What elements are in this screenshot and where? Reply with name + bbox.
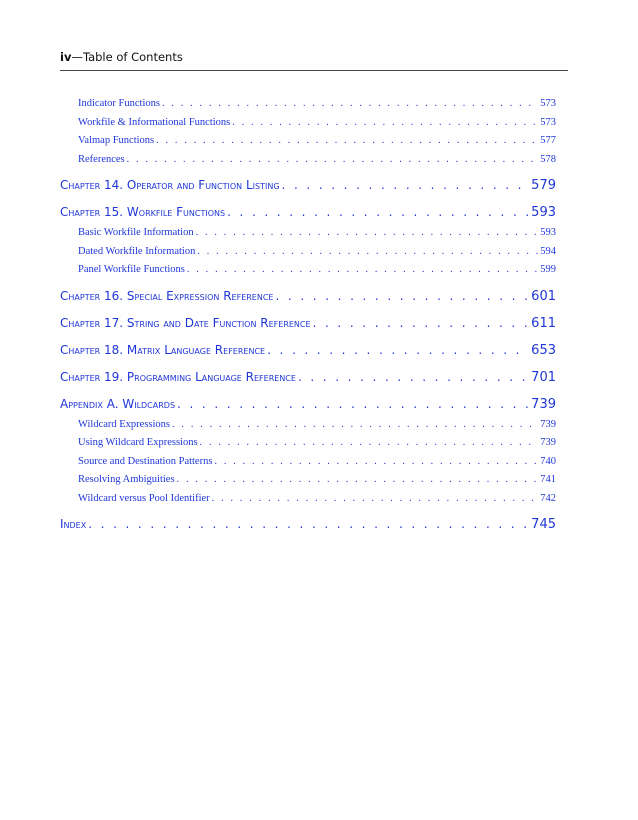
dot-leader [156, 135, 538, 146]
toc-entry-wildcard-versus-pool-identifier[interactable] [60, 493, 556, 512]
toc-chapter-label: Chapter 18. Matrix Language Reference [60, 342, 266, 357]
toc-chapter-page: 745 [531, 517, 556, 532]
toc-entry-source-and-destination-patterns[interactable] [60, 456, 556, 475]
toc-entry-dated-workfile-information[interactable] [60, 246, 556, 265]
dot-leader [88, 517, 529, 531]
toc-entry-label: Dated Workfile Information [78, 245, 196, 257]
dot-leader [267, 343, 529, 357]
toc-chapter-page: 611 [531, 315, 556, 331]
toc-entry-label: Wildcard Expressions [78, 418, 171, 430]
toc-chapter-label: Chapter 14. Operator and Function Listing [60, 178, 280, 192]
dot-leader [298, 370, 529, 384]
toc-entry-page: 739 [540, 437, 556, 448]
toc-entry-workfile-informational-functions[interactable] [60, 117, 556, 136]
toc-chapter-page: 601 [531, 288, 556, 304]
toc-entry-page: 578 [540, 153, 556, 165]
toc-entry-label: Using Wildcard Expressions [78, 437, 198, 448]
toc-chapter-page: 593 [531, 205, 556, 220]
toc-entry-valmap-functions[interactable] [60, 135, 556, 154]
dot-leader [200, 437, 539, 448]
toc-chapter-14[interactable] [60, 178, 556, 205]
toc-entry-indicator-functions[interactable] [60, 98, 556, 117]
dot-leader [172, 419, 538, 430]
toc-entry-label: Valmap Functions [78, 135, 155, 146]
toc-entry-page: 599 [540, 264, 556, 275]
dot-leader [196, 227, 539, 238]
header-separator: — [71, 50, 83, 64]
dot-leader [187, 264, 538, 275]
toc-entry-label: Source and Destination Patterns [78, 455, 213, 467]
toc-chapter-label: Chapter 16. Special Expression Reference [60, 288, 274, 303]
dot-leader [127, 154, 539, 165]
header-title: Table of Contents [82, 50, 183, 64]
toc-chapter-18[interactable] [60, 343, 556, 370]
dot-leader [162, 98, 538, 109]
dot-leader [232, 117, 538, 128]
toc-entry-resolving-ambiguities[interactable] [60, 474, 556, 493]
dot-leader [212, 493, 539, 504]
toc-entry-using-wildcard-expressions[interactable] [60, 437, 556, 456]
dot-leader [282, 178, 530, 192]
toc-entry-label: Wildcard versus Pool Identifier [78, 492, 210, 504]
toc-entry-page: 593 [540, 227, 556, 238]
dot-leader [177, 397, 529, 411]
toc-chapter-label: Appendix A. Wildcards [60, 396, 176, 411]
toc-chapter-label: Chapter 19. Programming Language Reference [60, 369, 296, 384]
toc-entry-basic-workfile-information[interactable] [60, 227, 556, 246]
dot-leader [214, 456, 538, 467]
toc-chapter-page: 579 [531, 178, 556, 193]
toc-entry-references[interactable] [60, 154, 556, 173]
toc-chapter-16[interactable] [60, 289, 556, 316]
toc-entry-label: Indicator Functions [78, 98, 160, 109]
dot-leader [276, 289, 530, 303]
table-of-contents [60, 98, 556, 544]
toc-entry-label: Resolving Ambiguities [78, 474, 175, 485]
toc-entry-wildcard-expressions[interactable] [60, 419, 556, 438]
toc-entry-page: 739 [540, 418, 556, 430]
dot-leader [227, 205, 529, 219]
toc-entry-page: 741 [540, 474, 556, 485]
dot-leader [197, 246, 538, 257]
toc-chapter-label: Chapter 15. Workfile Functions [60, 205, 226, 219]
toc-chapter-page: 739 [531, 396, 556, 412]
toc-chapter-17[interactable] [60, 316, 556, 343]
dot-leader [177, 474, 539, 485]
toc-entry-panel-workfile-functions[interactable] [60, 264, 556, 283]
toc-entry-label: Workfile & Informational Functions [78, 116, 231, 128]
toc-entry-page: 740 [540, 455, 556, 467]
toc-entry-page: 594 [540, 245, 556, 257]
toc-entry-label: Panel Workfile Functions [78, 264, 185, 275]
toc-chapter-label: Chapter 17. String and Date Function Reference [60, 315, 311, 330]
toc-entry-label: Basic Workfile Information [78, 227, 194, 238]
header-rule [60, 70, 568, 71]
toc-entry-page: 742 [540, 492, 556, 504]
dot-leader [313, 316, 530, 330]
toc-entry-page: 573 [540, 98, 556, 109]
toc-chapter-15[interactable] [60, 205, 556, 227]
toc-index[interactable] [60, 517, 556, 544]
toc-chapter-label: Index [60, 517, 87, 531]
toc-chapter-19[interactable] [60, 370, 556, 397]
toc-entry-page: 577 [540, 135, 556, 146]
toc-appendix-a[interactable] [60, 397, 556, 419]
header-page-number: iv [60, 50, 72, 64]
running-header [60, 50, 568, 64]
toc-chapter-page: 653 [531, 342, 556, 358]
toc-chapter-page: 701 [531, 369, 556, 385]
toc-entry-label: References [78, 153, 125, 165]
toc-entry-page: 573 [540, 116, 556, 128]
